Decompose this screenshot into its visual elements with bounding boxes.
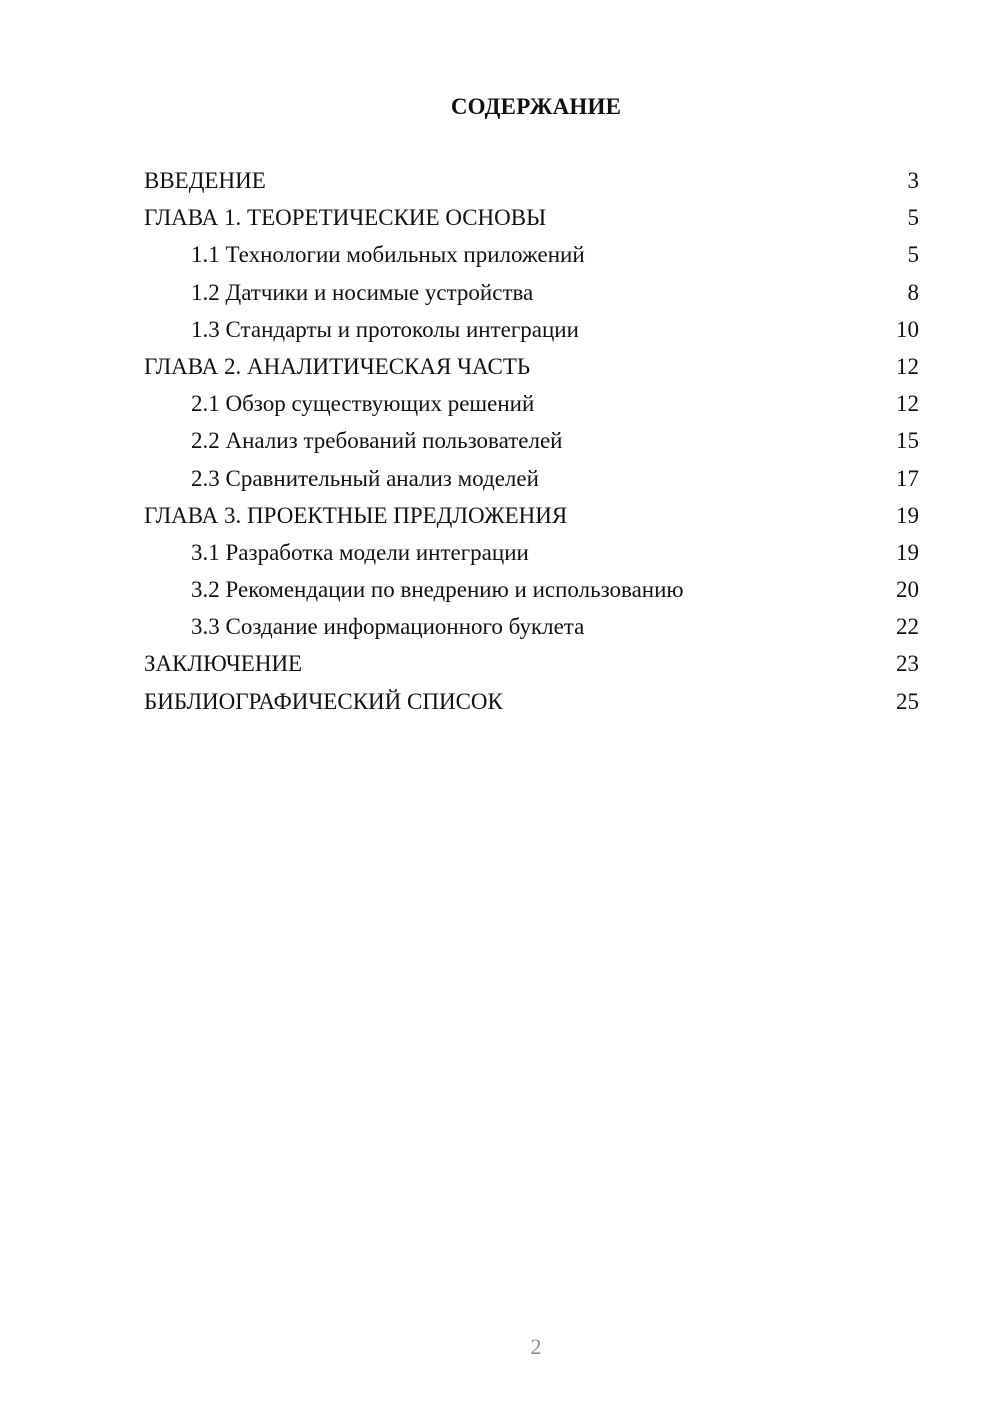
toc-entry-section-3-2[interactable]: [144, 577, 919, 614]
toc-entry-page: 23: [896, 651, 919, 677]
toc-entry-bibliography[interactable]: [144, 689, 919, 726]
toc-entry-page: 10: [896, 316, 919, 342]
toc-entry-section-2-1[interactable]: [144, 391, 919, 428]
toc-entry-section-2-2[interactable]: [144, 428, 919, 465]
toc-entry-label: ГЛАВА 1. ТЕОРЕТИЧЕСКИЕ ОСНОВЫ: [144, 205, 547, 231]
toc-entry-label: БИБЛИОГРАФИЧЕСКИЙ СПИСОК: [144, 688, 503, 714]
toc-entry-chapter-3[interactable]: [144, 503, 919, 540]
toc-entry-label: 2.3 Сравнительный анализ моделей: [191, 465, 539, 491]
toc-entry-section-3-3[interactable]: [144, 614, 919, 651]
toc-entry-label: 1.2 Датчики и носимые устройства: [191, 279, 534, 305]
toc-entry-introduction[interactable]: [144, 168, 919, 205]
toc-entry-page: 5: [907, 242, 919, 268]
toc-entry-label: ЗАКЛЮЧЕНИЕ: [144, 651, 303, 677]
toc-entry-page: 8: [907, 279, 919, 305]
toc-entry-label: 1.3 Стандарты и протоколы интеграции: [191, 316, 579, 342]
toc-entry-page: 17: [896, 465, 919, 491]
toc-entry-section-1-1[interactable]: [144, 242, 919, 279]
toc-entry-label: 3.3 Создание информационного буклета: [191, 614, 585, 640]
toc-entry-page: 22: [896, 614, 919, 640]
table-of-contents: [144, 168, 919, 726]
toc-entry-page: 15: [896, 428, 919, 454]
toc-entry-label: ГЛАВА 3. ПРОЕКТНЫЕ ПРЕДЛОЖЕНИЯ: [144, 502, 568, 528]
toc-entry-label: 3.1 Разработка модели интеграции: [191, 539, 529, 565]
toc-entry-page: 5: [907, 205, 919, 231]
toc-entry-chapter-1[interactable]: [144, 205, 919, 242]
toc-entry-label: ВВЕДЕНИЕ: [144, 168, 266, 193]
toc-entry-page: 3: [907, 168, 919, 193]
page-number: 2: [530, 1334, 542, 1359]
toc-entry-section-2-3[interactable]: [144, 466, 919, 503]
toc-title: СОДЕРЖАНИЕ: [450, 94, 622, 119]
toc-entry-page: 25: [896, 688, 919, 714]
toc-entry-page: 12: [896, 391, 919, 417]
toc-entry-label: 1.1 Технологии мобильных приложений: [191, 242, 585, 268]
toc-entry-page: 19: [896, 502, 919, 528]
toc-entry-page: 12: [896, 353, 919, 379]
toc-entry-label: 2.2 Анализ требований пользователей: [191, 428, 563, 454]
toc-entry-label: 2.1 Обзор существующих решений: [191, 391, 535, 417]
toc-entry-chapter-2[interactable]: [144, 354, 919, 391]
toc-entry-label: 3.2 Рекомендации по внедрению и использованию: [191, 577, 684, 603]
toc-entry-conclusion[interactable]: [144, 651, 919, 688]
toc-entry-page: 19: [896, 539, 919, 565]
toc-entry-section-3-1[interactable]: [144, 540, 919, 577]
toc-entry-section-1-3[interactable]: [144, 317, 919, 354]
toc-entry-section-1-2[interactable]: [144, 280, 919, 317]
toc-entry-page: 20: [896, 577, 919, 603]
toc-entry-label: ГЛАВА 2. АНАЛИТИЧЕСКАЯ ЧАСТЬ: [144, 353, 531, 379]
